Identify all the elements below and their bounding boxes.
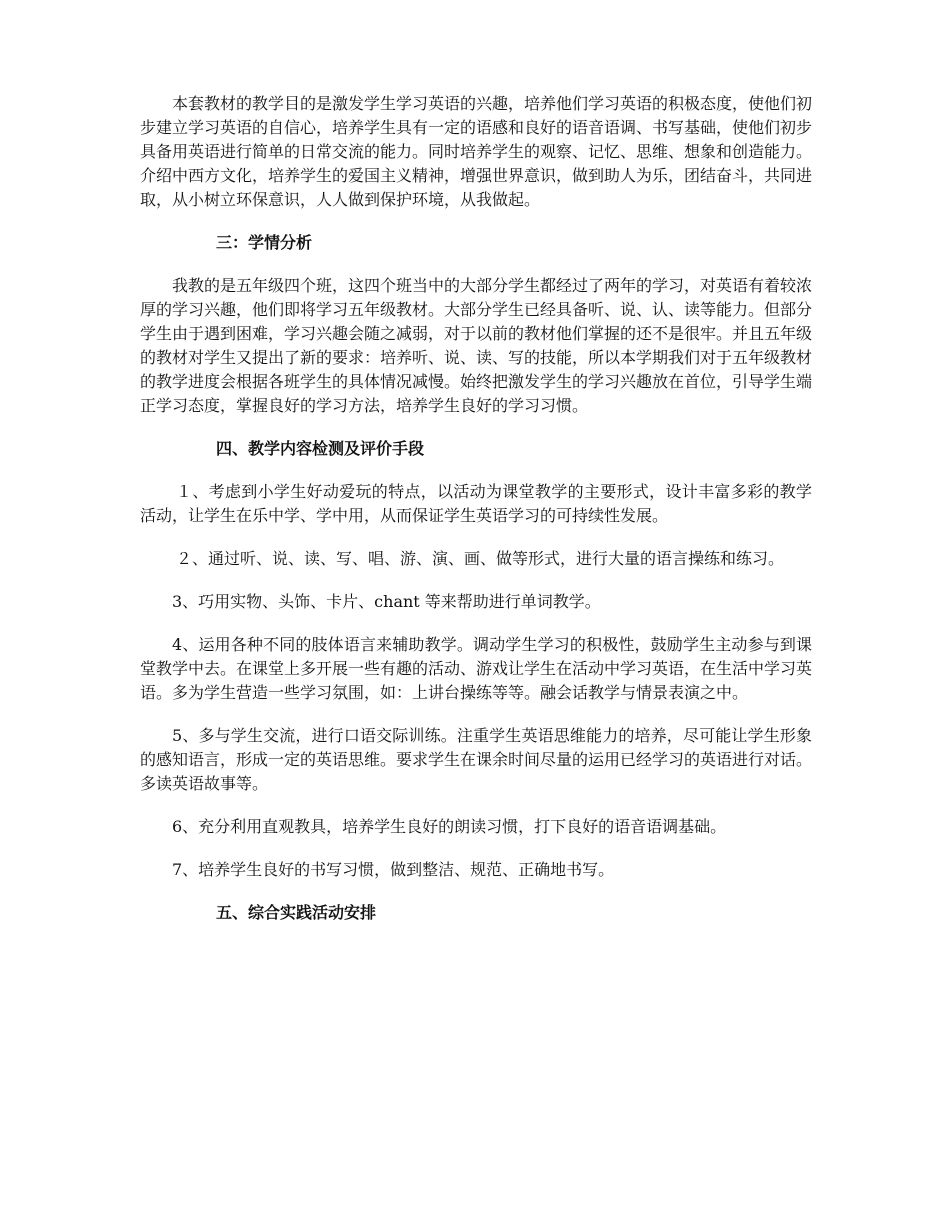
section-heading-assessment: 四、教学内容检测及评价手段 bbox=[216, 439, 425, 458]
assessment-item-4: 4、运用各种不同的肢体语言来辅助教学。调动学生学习的积极性，鼓励学生主动参与到课堂教学中去。在课堂上多开展一些有趣的活动、游戏让学生在活动中学习英语，在生活中学习英语。多为学生营造一些学习氛围，如：上讲台操练等等。融会话教学与情景表演之中。 bbox=[140, 635, 813, 702]
assessment-item-2: ２、通过听、说、读、写、唱、游、演、画、做等形式，进行大量的语言操练和练习。 bbox=[176, 549, 785, 568]
assessment-item-3: 3、巧用实物、头饰、卡片、chant 等来帮助进行单词教学。 bbox=[172, 592, 601, 611]
section-heading-practice-activities: 五、综合实践活动安排 bbox=[216, 903, 377, 922]
section-heading-learning-analysis: 三：学情分析 bbox=[216, 233, 313, 252]
assessment-item-5: 5、多与学生交流，进行口语交际训练。注重学生英语思维能力的培养，尽可能让学生形象的感知语言，形成一定的英语思维。要求学生在课余时间尽量的运用已经学习的英语进行对话。多读英语故事等。 bbox=[140, 726, 813, 793]
intro-paragraph: 本套教材的教学目的是激发学生学习英语的兴趣，培养他们学习英语的积极态度，使他们初步建立学习英语的自信心，培养学生具有一定的语感和良好的语音语调、书写基础，使他们初步具备用英语进行简单的日常交流的能力。同时培养学生的观察、记忆、思维、想象和创造能力。介绍中西方文化，培养学生的爱国主义精神，增强世界意识，做到助人为乐，团结奋斗，共同进取，从小树立环保意识，人人做到保护环境，从我做起。 bbox=[140, 94, 813, 209]
assessment-item-6: 6、充分利用直观教具，培养学生良好的朗读习惯，打下良好的语音语调基础。 bbox=[172, 817, 727, 836]
learning-analysis-paragraph: 我教的是五年级四个班，这四个班当中的大部分学生都经过了两年的学习，对英语有着较浓厚的学习兴趣，他们即将学习五年级教材。大部分学生已经具备听、说、认、读等能力。但部分学生由于遇到困难，学习兴趣会随之减弱，对于以前的教材他们掌握的还不是很牢。并且五年级的教材对学生又提出了新的要求：培养听、说、读、写的技能，所以本学期我们对于五年级教材的教学进度会根据各班学生的具体情况减慢。始终把激发学生的学习兴趣放在首位，引导学生端正学习态度，掌握良好的学习方法，培养学生良好的学习习惯。 bbox=[140, 276, 813, 415]
assessment-item-1: １、考虑到小学生好动爱玩的特点，以活动为课堂教学的主要形式，设计丰富多彩的教学活动，让学生在乐中学、学中用，从而保证学生英语学习的可持续性发展。 bbox=[140, 482, 812, 525]
assessment-item-7: 7、培养学生良好的书写习惯，做到整洁、规范、正确地书写。 bbox=[172, 860, 615, 879]
document-page bbox=[140, 92, 812, 944]
